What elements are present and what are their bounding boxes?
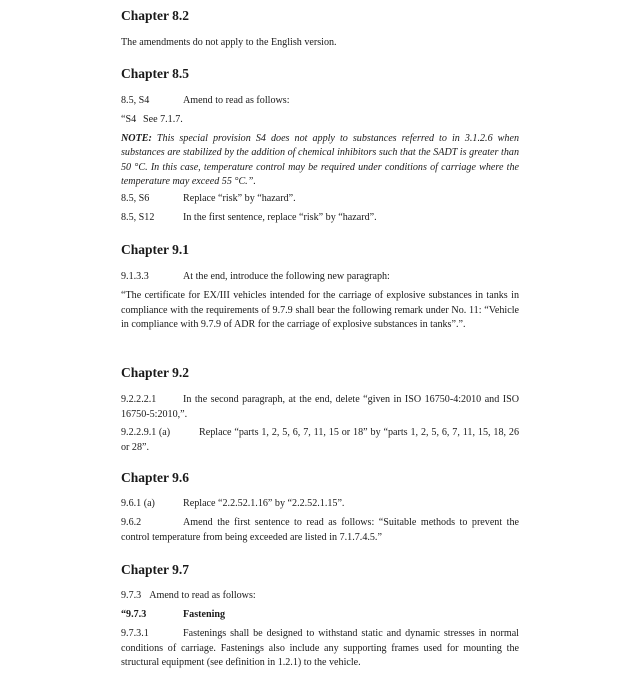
amendment-ref: 9.1.3.3 xyxy=(121,271,149,282)
amendment-text: Amend to read as follows: xyxy=(149,590,256,601)
quote-text: See 7.1.7. xyxy=(143,114,183,125)
amendment-8-5-s12 xyxy=(121,211,519,226)
chapter-8-2-heading: Chapter 8.2 xyxy=(121,8,190,23)
chapter-8-2-text: The amendments do not apply to the English version. xyxy=(121,37,337,48)
amendment-9-2-2-2-1 xyxy=(121,393,519,422)
amendment-9-2-2-9-1 xyxy=(121,426,519,455)
amendment-9-1-quote: “The certificate for EX/III vehicles intended for the carriage of explosive substances in tanks in compliance with the requirements of 9.7.9 shall bear the following remark under No. 11: “Vehicle in compliance with 9.7.9 of ADR for the carriage of explosive substances in tanks”.”. xyxy=(121,290,519,331)
amendment-ref: 8.5, S12 xyxy=(121,212,155,223)
chapter-9-1-heading: Chapter 9.1 xyxy=(121,242,190,257)
amendment-ref: 8.5, S6 xyxy=(121,193,150,204)
amendment-ref: 9.2.2.9.1 (a) xyxy=(121,427,171,438)
amendment-text: Amend to read as follows: xyxy=(183,95,290,106)
amendment-9-1-3-3 xyxy=(121,270,519,285)
amendment-text: At the end, introduce the following new paragraph: xyxy=(183,271,390,282)
paragraph-ref: 9.7.3.1 xyxy=(121,628,149,639)
subsection-title: Fastening xyxy=(183,609,226,620)
chapter-9-2-heading: Chapter 9.2 xyxy=(121,365,190,380)
subsection-ref: “9.7.3 xyxy=(121,609,147,620)
s4-quote xyxy=(121,113,519,128)
chapter-9-7-heading: Chapter 9.7 xyxy=(121,562,190,577)
note-label: NOTE: xyxy=(121,133,152,144)
paragraph-text: Fastenings shall be designed to withstand static and dynamic stresses in normal conditions of carriage. Fastenings also include any supporting frames used for mounting the structural equipment (see definition in 1.2.1) to the vehicle. xyxy=(121,628,519,669)
amendment-ref: 9.6.1 (a) xyxy=(121,498,155,509)
amendment-8-5-s6 xyxy=(121,192,519,207)
quote-ref: “S4 xyxy=(121,114,137,125)
amendment-text: Amend the first sentence to read as follows: “Suitable methods to prevent the control temperature from being exceeded are listed in 7.1.7.4.5.” xyxy=(121,517,519,543)
amendment-8-5-s4 xyxy=(121,94,519,109)
amendment-text: Replace “risk” by “hazard”. xyxy=(183,193,296,204)
s4-note xyxy=(121,132,519,190)
amendment-9-6-1 xyxy=(121,497,519,512)
chapter-8-5-heading: Chapter 8.5 xyxy=(121,66,190,81)
subsection-9-7-3 xyxy=(121,608,519,623)
amendment-ref: 9.2.2.2.1 xyxy=(121,394,157,405)
amendment-text: Replace “parts 1, 2, 5, 6, 7, 11, 15 or 18” by “parts 1, 2, 5, 6, 7, 11, 15, 18, 26 or 28”. xyxy=(121,427,519,453)
amendment-ref: 8.5, S4 xyxy=(121,95,150,106)
amendment-text: Replace “2.2.52.1.16” by “2.2.52.1.15”. xyxy=(183,498,345,509)
amendment-text: In the first sentence, replace “risk” by “hazard”. xyxy=(183,212,377,223)
note-text: This special provision S4 does not apply to substances referred to in 3.1.2.6 when substances are stabilized by the addition of chemical inhibitors such that the SADT is greater than 50 °C. In this case, temperature control may be required under conditions of carriage where the temperature may exceed 55 °C.”. xyxy=(121,133,519,188)
amendment-9-6-2 xyxy=(121,516,519,545)
amendment-ref: 9.7.3 xyxy=(121,590,142,601)
chapter-9-6-heading: Chapter 9.6 xyxy=(121,470,190,485)
amendment-ref: 9.6.2 xyxy=(121,517,142,528)
amendment-text: In the second paragraph, at the end, delete “given in ISO 16750-4:2010 and ISO 16750-5:2010,”. xyxy=(121,394,519,420)
paragraph-9-7-3-1 xyxy=(121,627,519,671)
amendment-9-7-3 xyxy=(121,589,519,604)
